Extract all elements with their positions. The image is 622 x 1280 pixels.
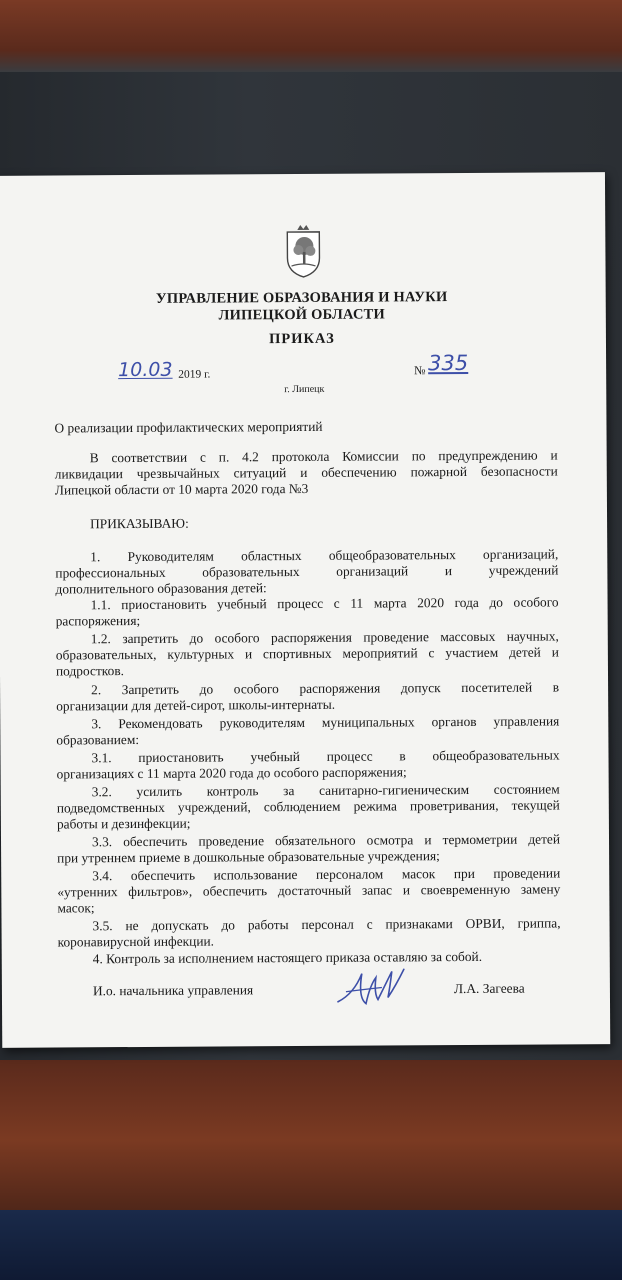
background-wall — [0, 0, 622, 72]
body-line: подведомственных учреждений, соблюдением режима проветривания, текущей — [56, 797, 560, 816]
city: г. Липецк — [284, 383, 325, 396]
background-floor — [0, 1210, 622, 1280]
body-line: 3.4. обеспечить использование персоналом масок при проведении — [92, 865, 561, 884]
body-line: 3.3. обеспечить проведение обязательного осмотра и термометрии детей — [91, 831, 561, 850]
coat-of-arms-emblem — [283, 224, 323, 278]
body-line: профессиональных образовательных организаций и учреждений — [55, 562, 559, 581]
order-word: ПРИКАЗЫВАЮ: — [90, 515, 189, 532]
body-line: 1. Руководителям областных общеобразовательных организаций, — [90, 546, 559, 565]
signatory-position: И.о. начальника управления — [92, 982, 254, 999]
body-line: коронавирусной инфекции. — [57, 933, 215, 950]
body-line: «утренних фильтров», обеспечить достаточный запас и своевременную замену — [57, 881, 561, 900]
preamble-line: ликвидации чрезвычайных ситуаций и обеспечению пожарной безопасности — [54, 463, 558, 482]
handwritten-signature-icon — [332, 963, 412, 1011]
body-line: 4. Контроль за исполнением настоящего приказа оставляю за собой. — [92, 948, 483, 967]
body-line: 2. Запретить до особого распоряжения допуск посетителей в — [91, 679, 560, 698]
body-line: образовательных, культурных и спортивных мероприятий с участием детей и — [55, 644, 559, 663]
body-line: организациях с 11 марта 2020 года до особого распоряжения; — [56, 764, 407, 782]
body-line: масок; — [57, 900, 95, 916]
preamble-line: В соответствии с п. 4.2 протокола Комиссии по предупреждению и — [89, 447, 558, 466]
body-line: дополнительного образования детей: — [55, 580, 267, 597]
document-title: О реализации профилактических мероприятий — [54, 418, 323, 436]
body-line: 3.5. не допускать до работы персонал с признаками ОРВИ, гриппа, — [92, 915, 561, 934]
year-text: 2019 г. — [178, 368, 211, 381]
handwritten-date: 10.03 — [118, 358, 173, 382]
organization-name-line2: ЛИПЕЦКОЙ ОБЛАСТИ — [218, 306, 386, 324]
body-line: 3. Рекомендовать руководителям муниципальных органов управления — [91, 713, 560, 732]
document-type: ПРИКАЗ — [269, 330, 335, 348]
body-line: организации для детей-сирот, школы-интернаты. — [56, 696, 336, 714]
handwritten-number: 335 — [428, 350, 469, 376]
number-sign: № — [414, 363, 426, 378]
body-line: образованием: — [56, 731, 140, 748]
body-line: 1.1. приостановить учебный процесс с 11 марта 2020 года до особого — [90, 594, 559, 613]
body-line: работы и дезинфекции; — [56, 815, 191, 832]
preamble-line: Липецкой области от 10 марта 2020 года №3 — [54, 480, 309, 498]
signatory-name: Л.А. Загеева — [453, 980, 525, 997]
body-line: 3.2. усилить контроль за санитарно-гигиеническим состоянием — [91, 781, 560, 800]
body-line: при утреннем приеме в дошкольные образовательные учреждения; — [57, 848, 440, 866]
body-line: 1.2. запретить до особого распоряжения проведение массовых научных, — [90, 628, 559, 647]
organization-name-line1: УПРАВЛЕНИЕ ОБРАЗОВАНИЯ И НАУКИ — [155, 289, 448, 307]
body-line: 3.1. приостановить учебный процесс в общеобразовательных — [91, 747, 560, 766]
background-desk-edge — [0, 1060, 622, 1220]
body-line: распоряжения; — [55, 612, 141, 629]
body-line: подростков. — [55, 663, 125, 679]
document-page — [0, 172, 610, 1048]
